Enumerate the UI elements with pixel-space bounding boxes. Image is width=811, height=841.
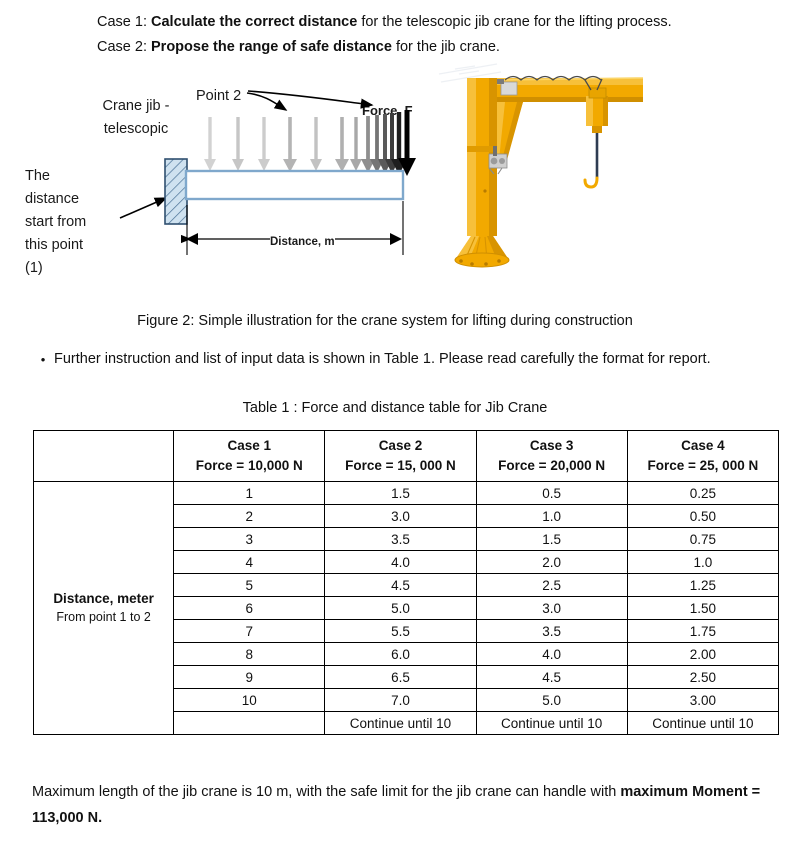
cell-case3: 3.5 xyxy=(476,620,627,643)
cell-case2: 4.0 xyxy=(325,551,476,574)
case-1-emphasis: Calculate the correct distance xyxy=(151,14,358,30)
cell-case1: 7 xyxy=(174,620,325,643)
case-1-suffix: for the telescopic jib crane for the lifting process. xyxy=(357,14,672,30)
cell-case2: 5.5 xyxy=(325,620,476,643)
cell-case2: 4.5 xyxy=(325,574,476,597)
cell-case4: 1.50 xyxy=(627,597,778,620)
table-row xyxy=(34,482,779,505)
point2-pointer-arrows xyxy=(247,91,372,110)
instruction-bullet-text: Further instruction and list of input data is shown in Table 1. Please read carefully the format for report. xyxy=(54,351,711,367)
cell-case2: 6.0 xyxy=(325,643,476,666)
cell-case2: Continue until 10 xyxy=(325,712,476,735)
table-body xyxy=(34,482,779,735)
point-2-label: Point 2 xyxy=(196,88,242,104)
header-cell-case-2: Case 2 Force = 15, 000 N xyxy=(325,431,476,482)
cell-case4: 1.25 xyxy=(627,574,778,597)
figure-caption: Figure 2: Simple illustration for the crane system for lifting during construction xyxy=(137,313,633,329)
table-header-row xyxy=(34,431,779,482)
maximum-moment-note xyxy=(32,779,777,831)
cell-case2: 6.5 xyxy=(325,666,476,689)
distance-start-note: The distance start from this point (1) xyxy=(25,168,87,276)
cell-case2: 3.0 xyxy=(325,505,476,528)
cell-case4: 3.00 xyxy=(627,689,778,712)
cell-case1: 6 xyxy=(174,597,325,620)
case-2-suffix: for the jib crane. xyxy=(391,39,500,55)
cell-case3: 1.5 xyxy=(476,528,627,551)
cell-case4: 1.75 xyxy=(627,620,778,643)
cell-case4: 1.0 xyxy=(627,551,778,574)
cell-case4: Continue until 10 xyxy=(627,712,778,735)
cell-case1: 2 xyxy=(174,505,325,528)
fixed-support xyxy=(165,159,187,224)
note-emphasis: maximum Moment = 113,000 N. xyxy=(32,784,761,826)
crane-jib-label: Crane jib - telescopic xyxy=(102,98,170,137)
cell-case3: 0.5 xyxy=(476,482,627,505)
case-1-prefix: Case 1: xyxy=(97,14,151,30)
cell-case1: 4 xyxy=(174,551,325,574)
case-statements xyxy=(97,10,797,60)
table-caption: Table 1 : Force and distance table for Jib Crane xyxy=(242,400,548,416)
cell-case1: 8 xyxy=(174,643,325,666)
cell-case3: 5.0 xyxy=(476,689,627,712)
cell-case3: 2.5 xyxy=(476,574,627,597)
cell-case2: 7.0 xyxy=(325,689,476,712)
force-distance-table xyxy=(33,430,779,735)
header-cell-case-4: Case 4 Force = 25, 000 N xyxy=(627,431,778,482)
cell-case2: 5.0 xyxy=(325,597,476,620)
figure-2-illustration xyxy=(0,55,811,305)
cell-case1: 5 xyxy=(174,574,325,597)
cell-case2: 3.5 xyxy=(325,528,476,551)
note-text: Maximum length of the jib crane is 10 m, with the safe limit for the jib crane can handle with xyxy=(32,784,621,800)
row-label-cell: Distance, meter From point 1 to 2 xyxy=(34,482,174,735)
instruction-bullet xyxy=(32,347,762,372)
cell-case1: 3 xyxy=(174,528,325,551)
bullet-marker-icon: • xyxy=(40,352,46,367)
header-cell-blank xyxy=(34,431,174,482)
cell-case1: 9 xyxy=(174,666,325,689)
dimension-line xyxy=(186,201,403,255)
cell-case2: 1.5 xyxy=(325,482,476,505)
cell-case3: 2.0 xyxy=(476,551,627,574)
load-arrow-group xyxy=(204,110,416,176)
header-cell-case-3: Case 3 Force = 20,000 N xyxy=(476,431,627,482)
beam-diagram xyxy=(0,55,440,305)
force-label: Force, F xyxy=(362,103,413,118)
cell-case1 xyxy=(174,712,325,735)
case-1-line xyxy=(97,10,797,35)
cell-case3: 3.0 xyxy=(476,597,627,620)
cell-case4: 0.75 xyxy=(627,528,778,551)
cell-case4: 2.00 xyxy=(627,643,778,666)
jib-crane-photo xyxy=(431,60,677,300)
distance-dimension-label: Distance, m xyxy=(267,231,338,254)
cell-case4: 0.50 xyxy=(627,505,778,528)
case-2-prefix: Case 2: xyxy=(97,39,151,55)
cell-case3: 1.0 xyxy=(476,505,627,528)
cell-case3: 4.0 xyxy=(476,643,627,666)
cell-case3: Continue until 10 xyxy=(476,712,627,735)
header-cell-case-1: Case 1 Force = 10,000 N xyxy=(174,431,325,482)
cell-case4: 2.50 xyxy=(627,666,778,689)
support-pointer-arrow xyxy=(120,198,166,218)
cell-case4: 0.25 xyxy=(627,482,778,505)
cell-case1: 10 xyxy=(174,689,325,712)
cell-case1: 1 xyxy=(174,482,325,505)
crane-jib-beam xyxy=(186,171,403,199)
cell-case3: 4.5 xyxy=(476,666,627,689)
case-2-emphasis: Propose the range of safe distance xyxy=(151,39,392,55)
